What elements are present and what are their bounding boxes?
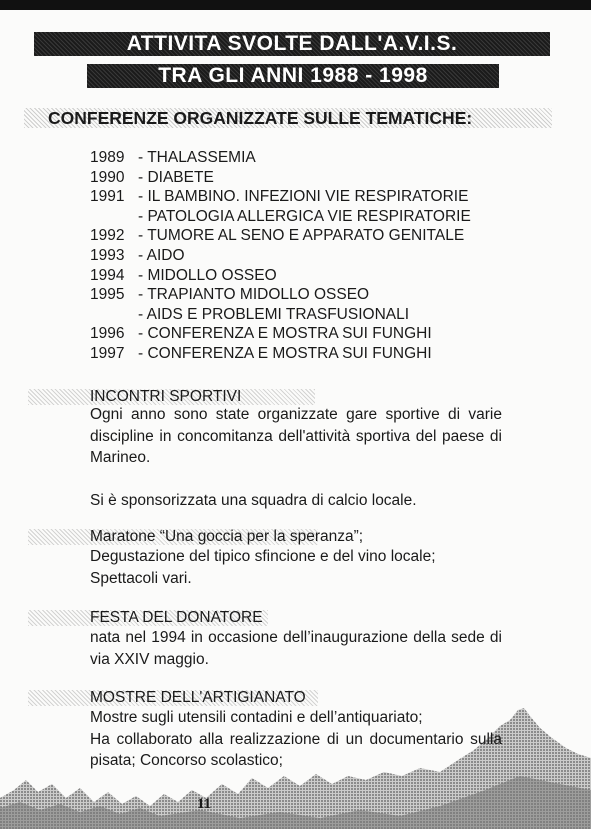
conference-row	[90, 207, 530, 227]
sports-text	[90, 404, 502, 511]
mostre-title: MOSTRE DELL'ARTIGIANATO	[90, 689, 306, 706]
conference-row	[90, 246, 530, 266]
conferences-list	[90, 148, 530, 364]
marathon-title: Maratone “Una goccia per la speranza”;	[90, 528, 364, 545]
marathon-line-2: Degustazione del tipico sfincione e del vino locale;	[90, 548, 436, 565]
conference-topic: - PATOLOGIA ALLERGICA VIE RESPIRATORIE	[138, 207, 471, 225]
festa-section-label	[28, 610, 268, 626]
conference-topic: - AIDS E PROBLEMI TRASFUSIONALI	[138, 305, 410, 323]
conference-year: 1989	[90, 149, 125, 166]
conference-topic: - CONFERENZA E MOSTRA SUI FUNGHI	[138, 325, 432, 343]
festa-text: nata nel 1994 in occasione dell’inaugurazione della sede di via XXIV maggio.	[90, 629, 502, 668]
conference-year: 1995	[90, 286, 125, 304]
title-banner-line-1: ATTIVITA SVOLTE DALL'A.V.I.S.	[34, 32, 550, 56]
sports-section-label	[28, 389, 315, 405]
conference-row	[90, 187, 530, 207]
conference-year: 1994	[90, 266, 125, 284]
conference-row	[90, 266, 530, 286]
conference-row	[90, 226, 530, 246]
conference-topic: - DIABETE	[138, 168, 214, 186]
top-border	[0, 0, 591, 10]
conference-topic: - TRAPIANTO MIDOLLO OSSEO	[138, 286, 370, 304]
page-number: 11	[197, 796, 212, 812]
sports-title: INCONTRI SPORTIVI	[90, 388, 242, 405]
sports-sponsorship: Si è sponsorizzata una squadra di calcio locale.	[90, 491, 417, 509]
conferences-heading-text: CONFERENZE ORGANIZZATE SULLE TEMATICHE:	[48, 108, 473, 128]
conference-topic: - IL BAMBINO. INFEZIONI VIE RESPIRATORIE	[138, 188, 469, 206]
conference-topic: - AIDO	[138, 246, 185, 264]
marathon-text	[90, 546, 502, 589]
mostre-line-2: Ha collaborato alla realizzazione di un documentario sulla pisata; Concorso scolastico;	[90, 730, 502, 769]
mostre-line-1: Mostre sugli utensili contadini e dell’antiquariato;	[90, 709, 423, 726]
marathon-section-label	[28, 528, 364, 545]
conference-row	[90, 168, 530, 188]
conference-topic: - CONFERENZA E MOSTRA SUI FUNGHI	[138, 344, 432, 362]
title-banner-line-2: TRA GLI ANNI 1988 - 1998	[87, 64, 499, 88]
conference-year: 1993	[90, 246, 125, 264]
conference-year: 1992	[90, 227, 125, 245]
marathon-line-3: Spettacoli vari.	[90, 569, 192, 587]
sports-paragraph: Ogni anno sono state organizzate gare sportive di varie discipline in concomitanza dell'attività sportiva del paese di Marineo.	[90, 406, 502, 466]
conference-row	[90, 305, 530, 325]
mostre-text	[90, 707, 502, 772]
conference-row	[90, 344, 530, 364]
conferences-heading	[24, 108, 552, 128]
conference-row	[90, 285, 530, 305]
conference-topic: - MIDOLLO OSSEO	[138, 266, 277, 284]
conference-year: 1991	[90, 188, 125, 206]
conference-topic: - THALASSEMIA	[138, 149, 256, 166]
conference-year: 1997	[90, 344, 125, 362]
conference-year: 1990	[90, 168, 125, 186]
conference-row	[90, 148, 530, 168]
conference-row	[90, 324, 530, 344]
conference-year: 1996	[90, 325, 125, 343]
conference-topic: - TUMORE AL SENO E APPARATO GENITALE	[138, 227, 465, 245]
festa-title: FESTA DEL DONATORE	[90, 609, 263, 626]
